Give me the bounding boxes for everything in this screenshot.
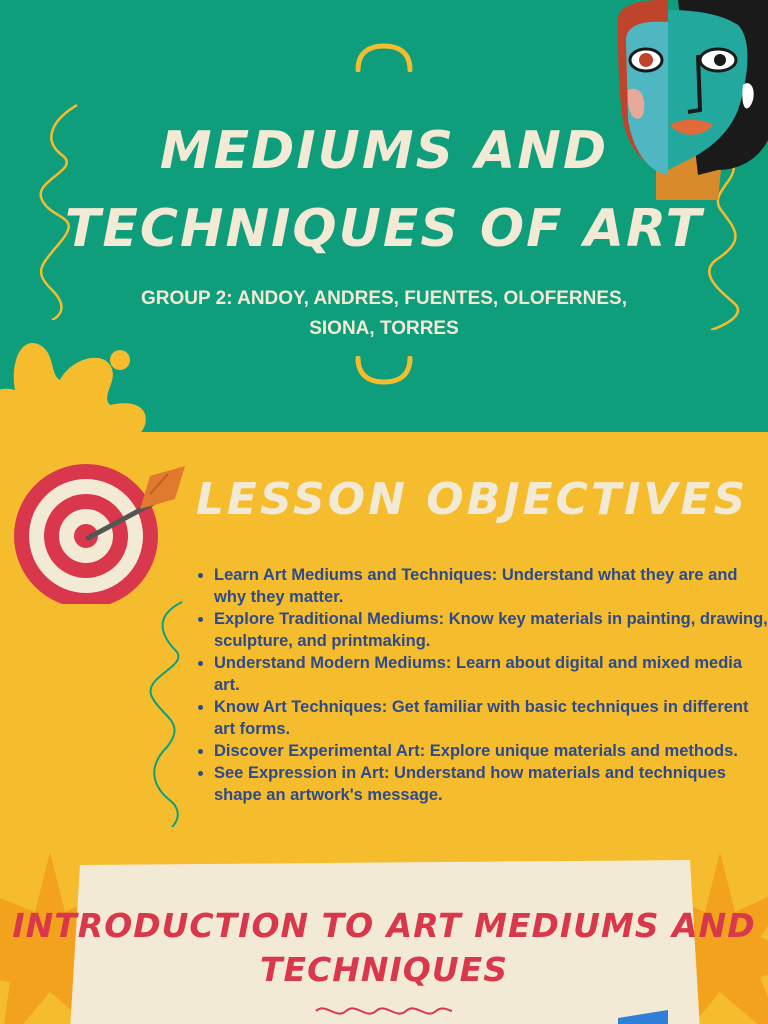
bracket-bottom [352,356,416,386]
blue-corner-shape [618,1010,668,1024]
target-arrow-icon [0,454,200,604]
title-line-1: MEDIUMS AND [159,121,609,181]
intro-title-line-1: INTRODUCTION TO ART MEDIUMS AND [12,906,756,945]
objectives-slide [0,432,768,1024]
list-item: • Learn Art Mediums and Techniques: Understand what they are and why they matter. [214,564,768,608]
list-item: • See Expression in Art: Understand how materials and techniques shape an artwork's message. [214,762,768,806]
list-item: • Understand Modern Mediums: Learn about digital and mixed media art. [214,652,768,696]
subtitle-line-2: SIONA, TORRES [309,318,459,339]
list-item: • Discover Experimental Art: Explore unique materials and methods. [214,740,768,762]
list-item: • Explore Traditional Mediums: Know key materials in painting, drawing, sculpture, and printmaking. [214,608,768,652]
group-members [0,284,768,344]
squiggle-line-objectives [132,597,192,827]
hero-slide [0,0,768,432]
section-title: LESSON OBJECTIVES [195,474,749,525]
subtitle-line-1: GROUP 2: ANDOY, ANDRES, FUENTES, OLOFERNES, [141,288,627,309]
title-line-2: TECHNIQUES OF ART [64,199,704,259]
bracket-top [352,42,416,72]
page-title [0,112,768,268]
list-item: • Know Art Techniques: Get familiar with basic techniques in different art forms. [214,696,768,740]
intro-title-line-2: TECHNIQUES [260,950,508,989]
wavy-underline [314,1002,454,1020]
intro-title [0,904,768,992]
objectives-list [196,564,768,806]
